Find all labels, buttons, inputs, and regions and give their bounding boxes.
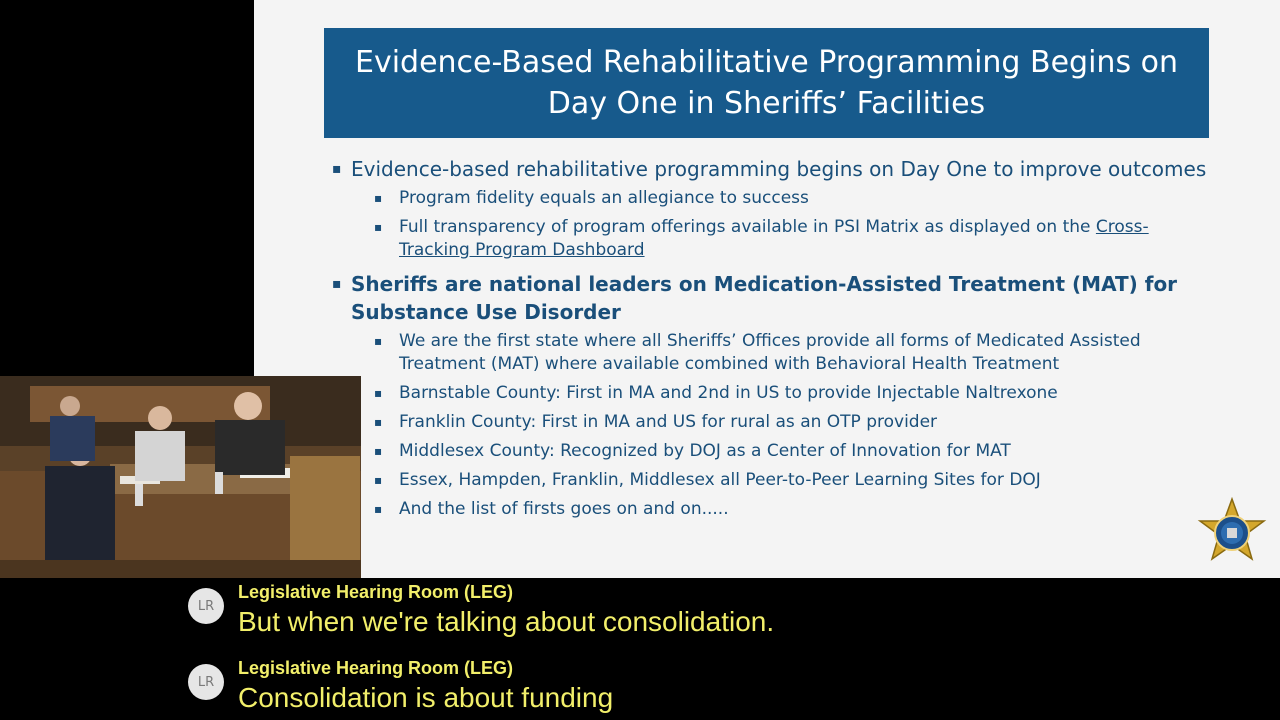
bullet-list xyxy=(332,155,1212,527)
slide-title: Evidence-Based Rehabilitative Programming Begins on Day One in Sheriffs’ Facilities xyxy=(324,28,1209,138)
avatar: LR xyxy=(188,664,224,700)
sub-bullet-barnstable: ▪ Barnstable County: First in MA and 2nd in US to provide Injectable Naltrexone xyxy=(332,382,1212,405)
hearing-room-scene xyxy=(0,376,361,580)
hearing-room-video-feed xyxy=(0,376,361,580)
sub-bullet-middlesex: ▪ Middlesex County: Recognized by DOJ as a Center of Innovation for MAT xyxy=(332,440,1212,463)
caption-text: Consolidation is about funding xyxy=(238,682,614,713)
black-margin xyxy=(0,0,254,380)
bullet-evidence-based: ▪ Evidence-based rehabilitative programming begins on Day One to improve outcomes xyxy=(332,155,1212,183)
avatar: LR xyxy=(188,588,224,624)
caption-speaker: Legislative Hearing Room (LEG) xyxy=(238,658,514,678)
sub-bullet-first-state: ▪ We are the first state where all Sheriffs’ Offices provide all forms of Medicated Assisted Treatment (MAT) where available combined with Behavioral Health Treatment xyxy=(332,330,1212,376)
caption-text: But when we're talking about consolidation. xyxy=(238,606,775,637)
sub-bullet-peer-sites: ▪ Essex, Hampden, Franklin, Middlesex all Peer-to-Peer Learning Sites for DOJ xyxy=(332,469,1212,492)
sheriff-star-seal-icon xyxy=(1196,497,1268,569)
caption-speaker: Legislative Hearing Room (LEG) xyxy=(238,582,514,602)
sub-bullet-fidelity: ▪ Program fidelity equals an allegiance to success xyxy=(332,187,1212,210)
sub-bullet-transparency: ▪ Full transparency of program offerings available in PSI Matrix as displayed on the Cross-Tracking Program Dashboard xyxy=(332,216,1212,262)
sub-bullet-list-of-firsts: ▪ And the list of firsts goes on and on..... xyxy=(332,498,1212,521)
presentation-slide xyxy=(254,0,1280,578)
sub-bullet-franklin: ▪ Franklin County: First in MA and US for rural as an OTP provider xyxy=(332,411,1212,434)
live-captions-panel xyxy=(0,578,1280,720)
bullet-mat-leaders: ▪ Sheriffs are national leaders on Medication-Assisted Treatment (MAT) for Substance Use Disorder xyxy=(332,270,1212,326)
dashboard-link[interactable]: Cross-Tracking Program Dashboard xyxy=(399,217,1149,260)
